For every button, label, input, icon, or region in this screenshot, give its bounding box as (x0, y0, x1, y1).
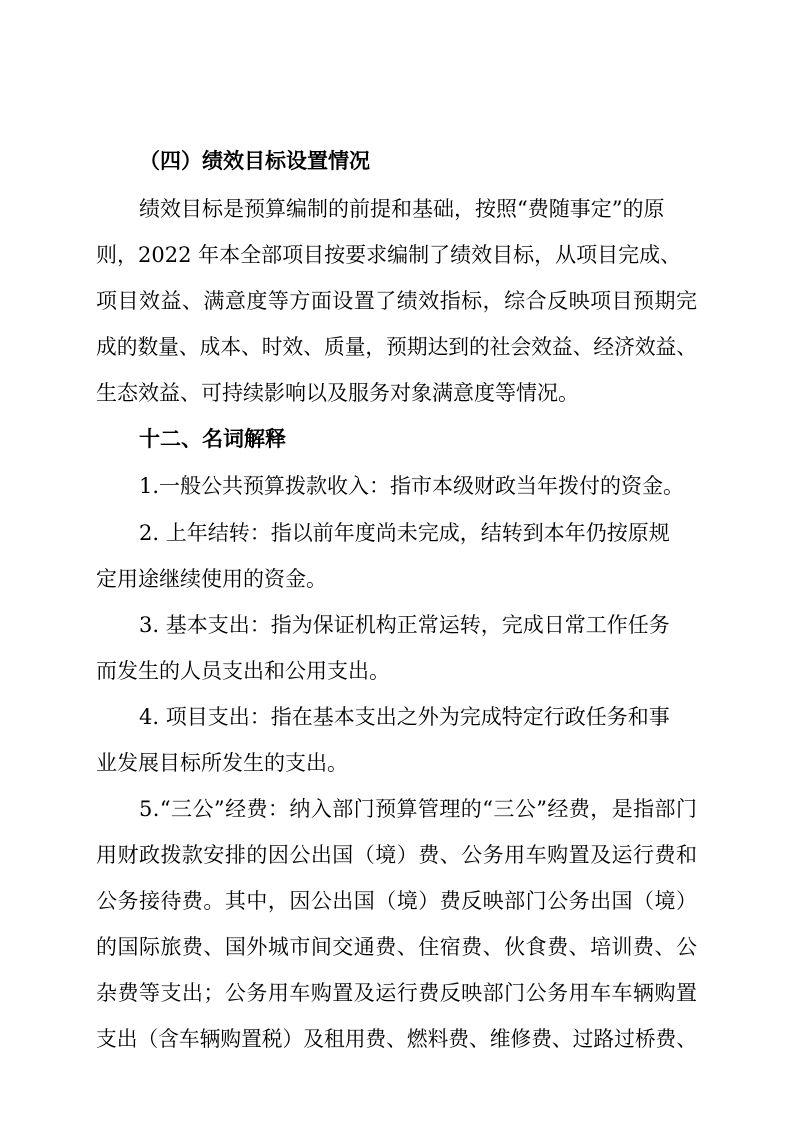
definition-item-continuation: 支出（含车辆购置税）及租用费、燃料费、维修费、过路过桥费、 (96, 1027, 697, 1051)
chapter-heading: 十二、名词解释 (139, 426, 286, 451)
definition-item-continuation: 杂费等支出；公务用车购置及运行费反映部门公务用车车辆购置 (96, 981, 698, 1005)
paragraph-line: 项目效益、满意度等方面设置了绩效指标，综合反映项目预期完 (96, 289, 698, 313)
paragraph-line: 成的数量、成本、时效、质量，预期达到的社会效益、经济效益、 (96, 335, 697, 359)
definition-item-continuation: 公务接待费。其中，因公出国（境）费反映部门公务出国（境） (96, 889, 698, 913)
definition-item-continuation: 而发生的人员支出和公用支出。 (96, 659, 390, 683)
paragraph-line: 生态效益、可持续影响以及服务对象满意度等情况。 (96, 381, 579, 405)
definition-item: 2. 上年结转：指以前年度尚未完成，结转到本年仍按原规 (139, 521, 670, 545)
definition-item: 1.一般公共预算拨款收入：指市本级财政当年拨付的资金。 (139, 474, 685, 498)
definition-item-continuation: 的国际旅费、国外城市间交通费、住宿费、伙食费、培训费、公 (96, 935, 698, 959)
definition-item: 5.“三公”经费：纳入部门预算管理的“三公”经费，是指部门 (139, 797, 698, 821)
definition-item-continuation: 定用途继续使用的资金。 (96, 567, 327, 591)
definition-item-continuation: 业发展目标所发生的支出。 (96, 751, 348, 775)
section-heading: （四）绩效目标设置情况 (139, 148, 370, 173)
definition-item-continuation: 用财政拨款安排的因公出国（境）费、公务用车购置及运行费和 (96, 843, 698, 867)
paragraph-line: 则，2022 年本全部项目按要求编制了绩效目标，从项目完成、 (96, 243, 682, 267)
paragraph-line: 绩效目标是预算编制的前提和基础，按照“费随事定”的原 (139, 197, 665, 221)
definition-item: 3. 基本支出：指为保证机构正常运转，完成日常工作任务 (139, 613, 670, 637)
definition-item: 4. 项目支出：指在基本支出之外为完成特定行政任务和事 (139, 705, 670, 729)
